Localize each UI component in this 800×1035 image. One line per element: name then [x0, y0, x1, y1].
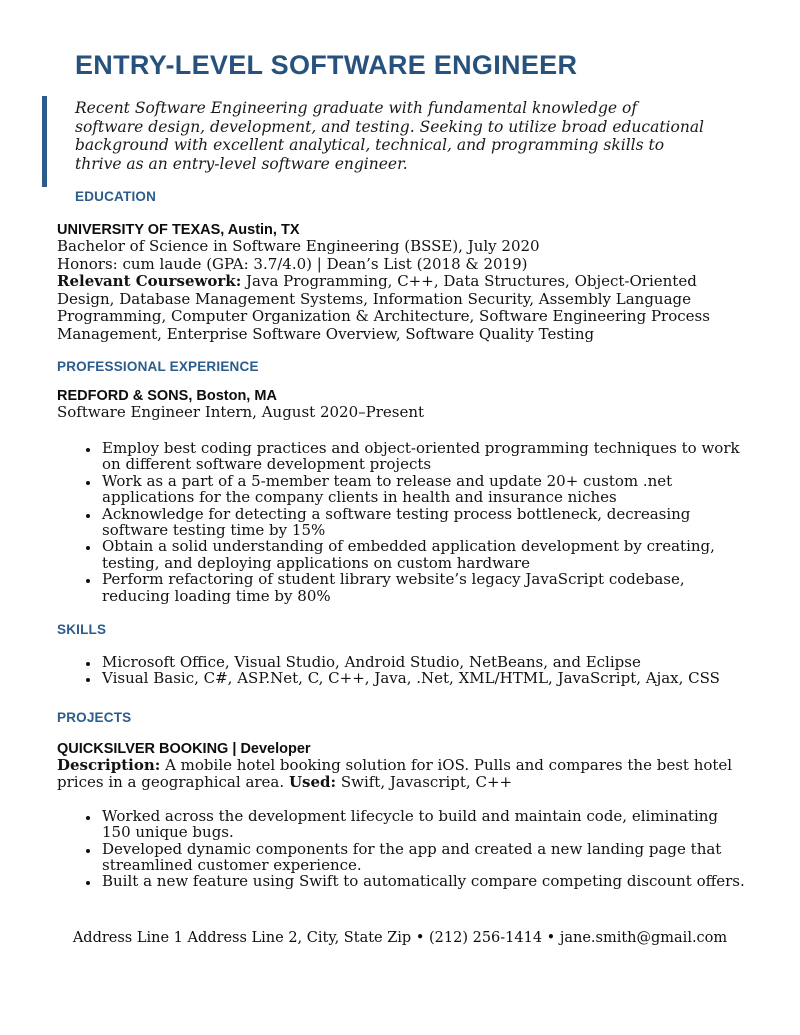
resume-title: ENTRY-LEVEL SOFTWARE ENGINEER [75, 50, 578, 80]
summary-blockquote [42, 96, 745, 187]
bullet-item: • Work as a part of a 5-member team to release and update 20+ custom .net applications for the company clients in health and insurance niches [100, 473, 745, 506]
education-degree: Bachelor of Science in Software Engineering (BSSE), July 2020 [57, 237, 540, 256]
project-description [57, 757, 745, 792]
section-header-skills: SKILLS [57, 621, 107, 637]
summary-text: Recent Software Engineering graduate with fundamental knowledge of software design, development, and testing. Seeking to utilize broad educational background with excellent analytical, technical, and programming skills to thrive as an entry-level software engineer. [75, 99, 705, 173]
bullet-item: • Acknowledge for detecting a software testing process bottleneck, decreasing software testing time by 15% [100, 506, 745, 539]
description-text: A mobile hotel booking solution for iOS. Pulls and compares the best hotel prices in a geographical area. [57, 755, 733, 792]
bullet-item: • Perform refactoring of student library website’s legacy JavaScript codebase, reducing loading time by 80% [100, 571, 745, 604]
skills-bullet-list [57, 654, 745, 687]
coursework-label: Relevant Coursework: [57, 272, 242, 291]
experience-company: REDFORD & SONS, Boston, MA [57, 388, 277, 405]
project-title: QUICKSILVER BOOKING | Developer [57, 740, 311, 757]
experience-bullet-list [57, 440, 745, 604]
bullet-item: • Visual Basic, C#, ASP.Net, C, C++, Java, .Net, XML/HTML, JavaScript, Ajax, CSS [100, 670, 745, 686]
experience-role: Software Engineer Intern, August 2020–Present [57, 403, 425, 422]
section-header-projects: PROJECTS [57, 709, 132, 725]
education-coursework [57, 273, 745, 343]
section-header-experience: PROFESSIONAL EXPERIENCE [57, 359, 259, 375]
used-label: Used: [288, 773, 337, 792]
bullet-item: • Built a new feature using Swift to automatically compare competing discount offers. [100, 873, 745, 889]
bullet-item: • Developed dynamic components for the app and created a new landing page that streamlined customer experience. [100, 841, 745, 874]
bullet-item: • Microsoft Office, Visual Studio, Android Studio, NetBeans, and Eclipse [100, 654, 745, 670]
bullet-item: • Obtain a solid understanding of embedded application development by creating, testing, and deploying applications on custom hardware [100, 538, 745, 571]
projects-bullet-list [57, 808, 745, 890]
used-text: Swift, Javascript, C++ [340, 773, 513, 792]
bullet-item: • Worked across the development lifecycle to build and maintain code, eliminating 150 unique bugs. [100, 808, 745, 841]
description-label: Description: [57, 755, 161, 774]
education-honors: Honors: cum laude (GPA: 3.7/4.0) | Dean’s List (2018 & 2019) [57, 254, 528, 273]
education-school: UNIVERSITY OF TEXAS, Austin, TX [57, 222, 300, 239]
footer-contact: Address Line 1 Address Line 2, City, State Zip • (212) 256-1414 • jane.smith@gmail.com [72, 930, 728, 946]
coursework-text: Java Programming, C++, Data Structures, Object-Oriented Design, Database Management Systems, Information Security, Assembly Language Programming, Computer Organization & Architecture, Software Engineering Process Management, Enterprise Software Overview, Software Quality Testing [57, 272, 710, 343]
section-header-education: EDUCATION [75, 189, 157, 205]
bullet-item: • Employ best coding practices and object-oriented programming techniques to work on different software development projects [100, 440, 745, 473]
